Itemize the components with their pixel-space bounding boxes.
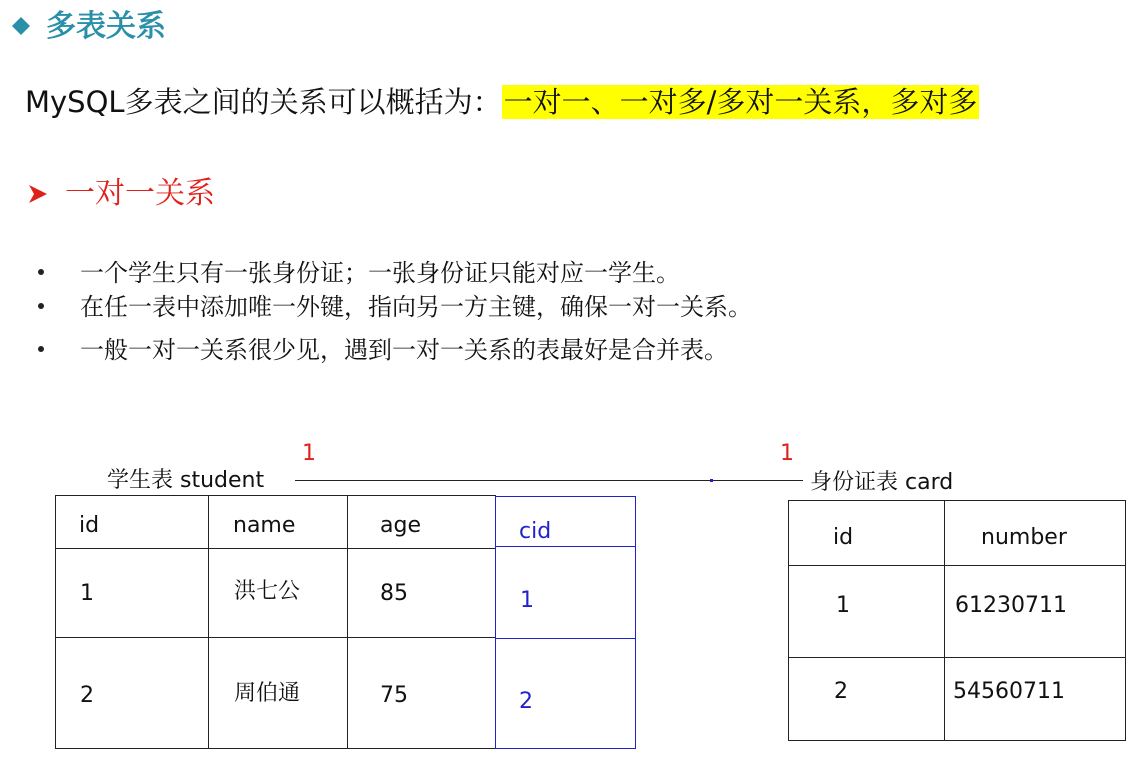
table-cell: 2 [834,679,848,704]
table-cell: 75 [380,683,408,708]
table-cell: 2 [80,683,94,708]
card-header-number: number [981,525,1067,550]
right-cardinality: 1 [780,441,794,466]
page-title: 多表关系 [46,9,166,44]
table-cell: 洪七公 [234,579,301,604]
student-header-cid: cid [519,519,552,544]
bullet-text: 在任一表中添加唯一外键，指向另一方主键，确保一对一关系。 [80,293,752,321]
student-header-name: name [233,513,296,538]
bullet-text: 一个学生只有一张身份证；一张身份证只能对应一学生。 [80,259,680,287]
section-title: 一对一关系 [65,176,215,211]
table-cell: 周伯通 [234,681,301,706]
table-cell: 1 [520,588,534,613]
left-cardinality: 1 [302,441,316,466]
summary-prefix: MySQL多表之间的关系可以概括为： [25,85,502,119]
table-cell: 61230711 [955,593,1067,618]
table-cell: 85 [380,581,408,606]
card-table-label: 身份证表 card [810,470,954,495]
table-cell: 2 [519,689,533,714]
table-cell: 1 [836,593,850,618]
summary-highlight: 一对一、一对多/多对一关系，多对多 [503,85,978,119]
student-header-age: age [380,513,421,538]
bullet-text: 一般一对一关系很少见，遇到一对一关系的表最好是合并表。 [80,336,728,364]
card-header-id: id [833,525,854,550]
student-header-id: id [79,513,100,538]
table-cell: 1 [80,581,94,606]
student-table-label: 学生表 student [107,468,265,493]
table-cell: 54560711 [953,679,1065,704]
